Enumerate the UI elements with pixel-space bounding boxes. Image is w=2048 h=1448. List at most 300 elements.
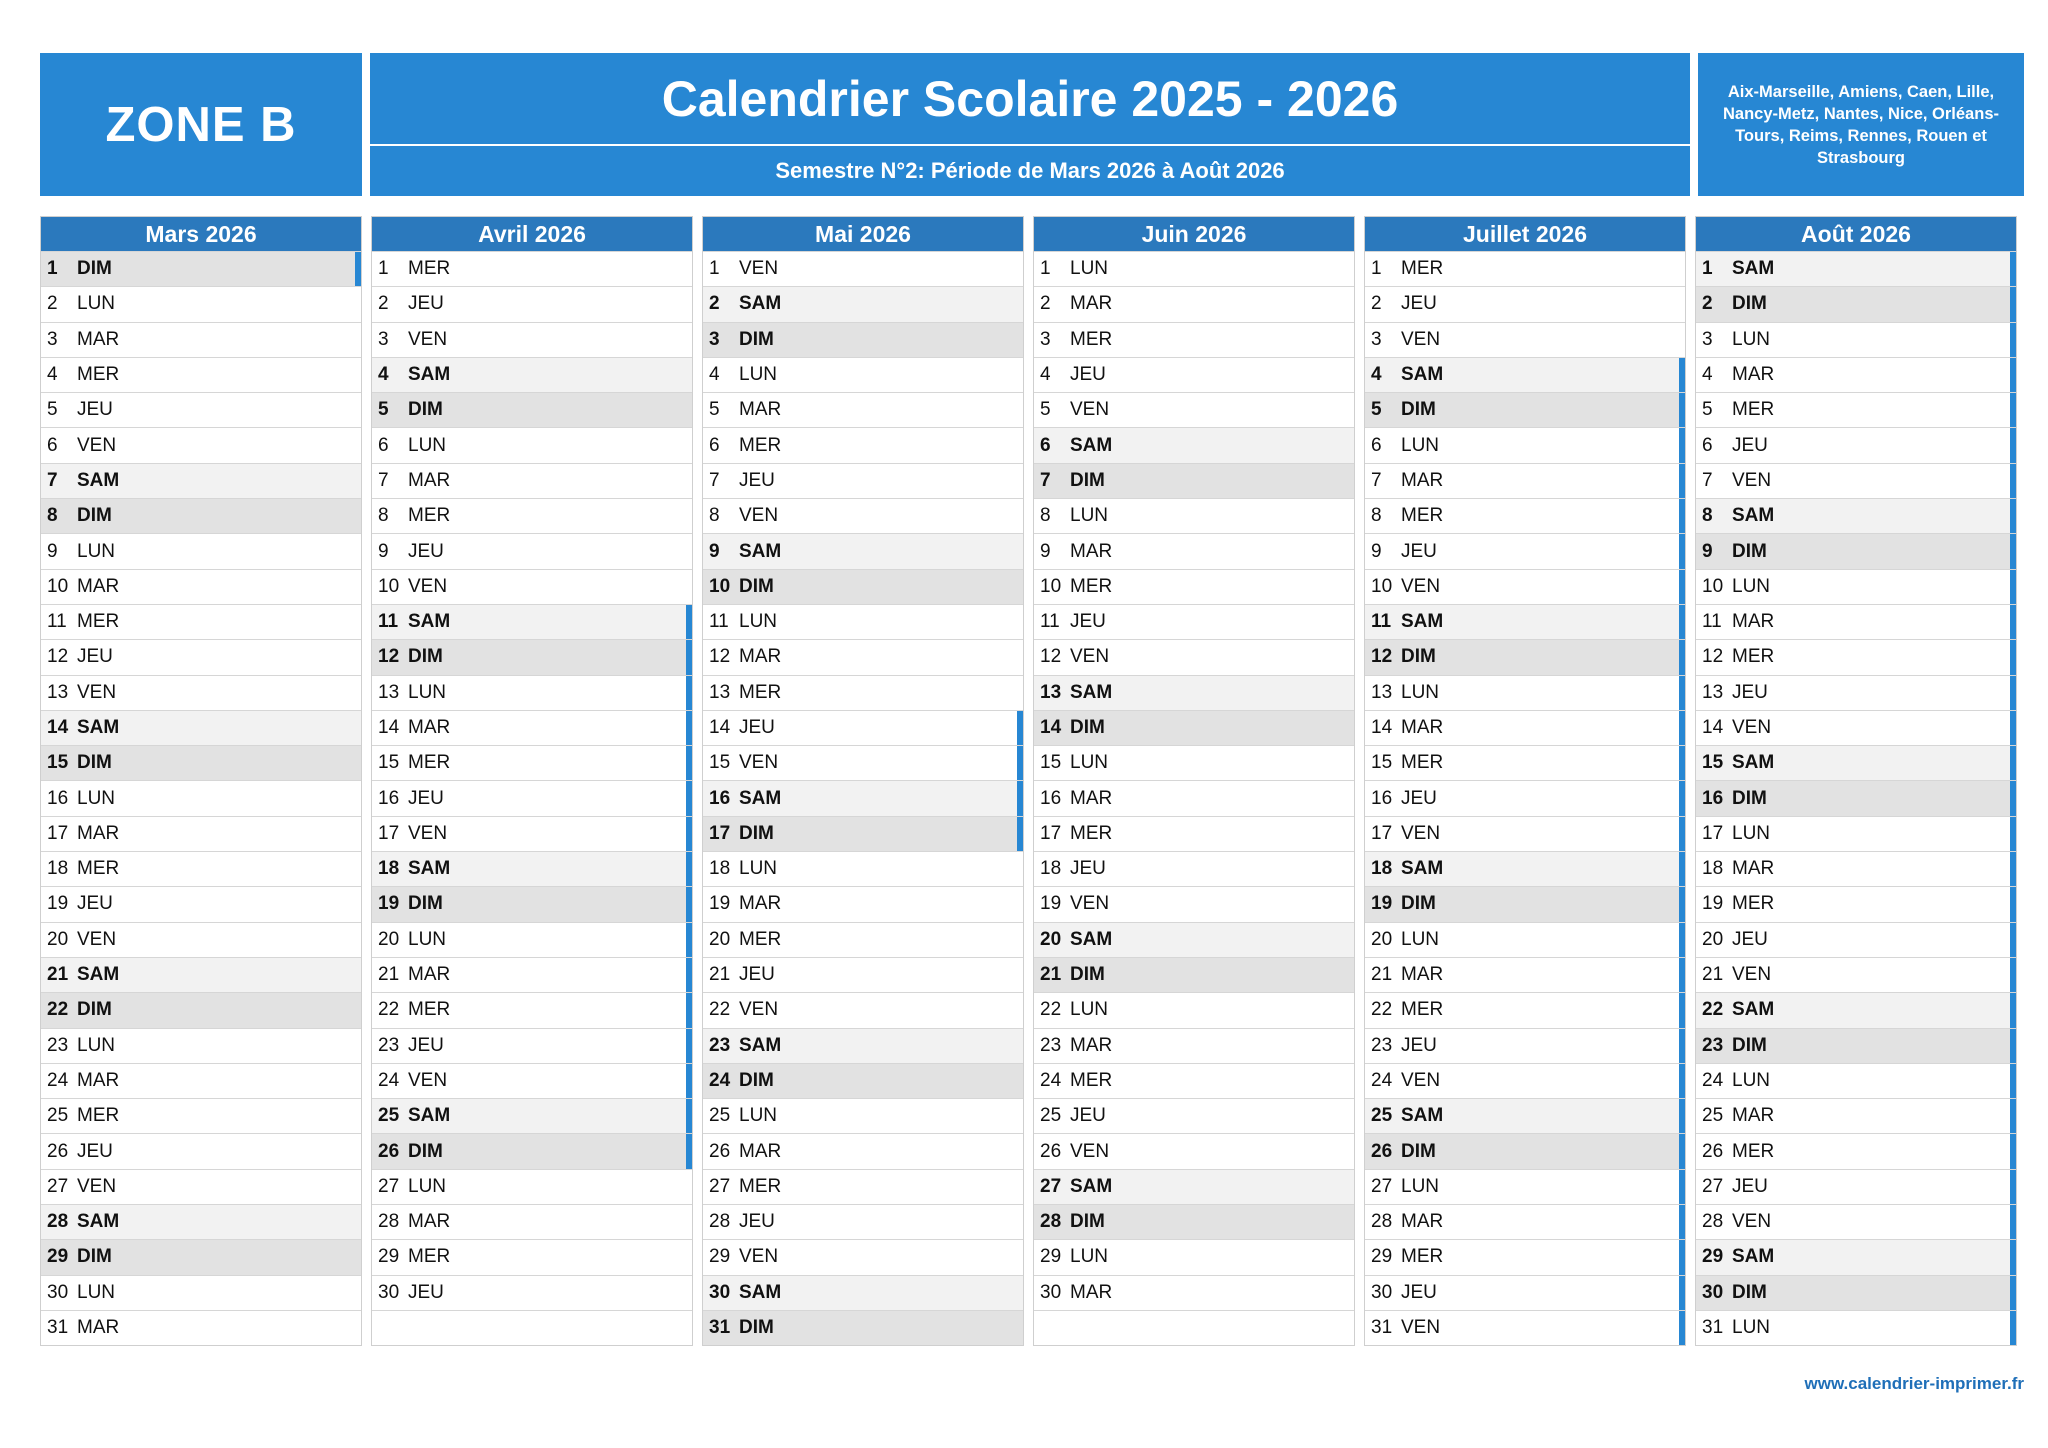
day-name: VEN xyxy=(1732,469,1772,491)
day-name: SAM xyxy=(1070,681,1113,703)
day-number: 27 xyxy=(1040,1175,1062,1197)
day-row xyxy=(41,816,361,851)
vacation-marker xyxy=(686,640,692,674)
day-number: 15 xyxy=(47,752,69,774)
day-number: 15 xyxy=(1702,752,1724,774)
day-number: 4 xyxy=(1702,364,1713,386)
day-number: 8 xyxy=(1040,505,1051,527)
vacation-marker xyxy=(2010,852,2016,886)
day-row xyxy=(703,922,1023,957)
day-row xyxy=(703,604,1023,639)
day-row xyxy=(1034,463,1354,498)
vacation-marker xyxy=(1679,887,1685,921)
day-row xyxy=(1365,851,1685,886)
day-row xyxy=(1365,604,1685,639)
day-name: MER xyxy=(408,258,451,280)
day-row xyxy=(1696,357,2016,392)
day-number: 31 xyxy=(1702,1317,1724,1339)
day-number: 24 xyxy=(378,1069,400,1091)
zone-label: ZONE B xyxy=(40,53,362,196)
day-name: JEU xyxy=(739,469,775,491)
day-number: 26 xyxy=(47,1140,69,1162)
day-name: DIM xyxy=(1732,1034,1767,1056)
day-row xyxy=(1365,710,1685,745)
day-name: LUN xyxy=(77,1281,116,1303)
day-name: JEU xyxy=(408,293,444,315)
day-name: MAR xyxy=(77,328,120,350)
day-name: LUN xyxy=(1732,575,1771,597)
vacation-marker xyxy=(686,676,692,710)
day-name: MER xyxy=(77,1105,120,1127)
day-name: MAR xyxy=(77,1069,120,1091)
day-name: SAM xyxy=(739,540,782,562)
day-number: 10 xyxy=(1371,575,1393,597)
day-name: VEN xyxy=(408,822,448,844)
day-name: VEN xyxy=(1401,1317,1441,1339)
vacation-marker xyxy=(1679,605,1685,639)
day-name: SAM xyxy=(1401,364,1444,386)
day-row xyxy=(703,992,1023,1027)
day-row xyxy=(703,251,1023,286)
day-number: 27 xyxy=(709,1175,731,1197)
day-name: DIM xyxy=(408,399,443,421)
vacation-marker xyxy=(2010,428,2016,462)
day-number: 20 xyxy=(378,928,400,950)
month-column xyxy=(1695,216,2017,1346)
day-name: LUN xyxy=(77,1034,116,1056)
day-number: 30 xyxy=(1040,1281,1062,1303)
day-number: 30 xyxy=(47,1281,69,1303)
day-number: 29 xyxy=(1702,1246,1724,1268)
day-name: DIM xyxy=(408,646,443,668)
vacation-marker xyxy=(1679,923,1685,957)
day-row xyxy=(1365,745,1685,780)
day-row xyxy=(1365,922,1685,957)
day-name: SAM xyxy=(1070,434,1113,456)
day-name: MAR xyxy=(1732,1105,1775,1127)
day-number: 12 xyxy=(709,646,731,668)
day-row xyxy=(41,639,361,674)
day-row xyxy=(1034,604,1354,639)
day-number: 25 xyxy=(47,1105,69,1127)
day-number: 21 xyxy=(378,964,400,986)
day-row xyxy=(1365,251,1685,286)
vacation-marker xyxy=(1679,534,1685,568)
day-number: 22 xyxy=(47,999,69,1021)
vacation-marker xyxy=(1679,993,1685,1027)
day-row xyxy=(703,639,1023,674)
day-name: LUN xyxy=(408,681,447,703)
day-row xyxy=(1365,780,1685,815)
day-name: MAR xyxy=(1070,540,1113,562)
day-row xyxy=(1034,745,1354,780)
day-name: MER xyxy=(1401,258,1444,280)
vacation-marker xyxy=(686,958,692,992)
day-number: 17 xyxy=(1702,822,1724,844)
day-number: 29 xyxy=(47,1246,69,1268)
day-row xyxy=(1696,463,2016,498)
month-column xyxy=(40,216,362,1346)
day-row xyxy=(703,675,1023,710)
day-name: SAM xyxy=(408,611,451,633)
day-row xyxy=(41,1063,361,1098)
vacation-marker xyxy=(686,993,692,1027)
month-column xyxy=(702,216,1024,1346)
day-number: 16 xyxy=(1040,787,1062,809)
day-row xyxy=(41,427,361,462)
day-row xyxy=(703,1133,1023,1168)
day-name: LUN xyxy=(1070,999,1109,1021)
day-row xyxy=(1696,533,2016,568)
day-row xyxy=(372,816,692,851)
day-number: 7 xyxy=(1371,469,1382,491)
day-row xyxy=(1365,1239,1685,1274)
vacation-marker xyxy=(2010,676,2016,710)
day-row xyxy=(372,1169,692,1204)
day-name: MER xyxy=(1070,1069,1113,1091)
day-number: 23 xyxy=(47,1034,69,1056)
day-name: MAR xyxy=(1401,717,1444,738)
day-row xyxy=(372,886,692,921)
day-row xyxy=(41,675,361,710)
day-number: 29 xyxy=(709,1246,731,1268)
day-name: JEU xyxy=(1401,787,1437,809)
day-name: DIM xyxy=(1070,964,1105,986)
day-name: MAR xyxy=(739,1140,782,1162)
day-name: MAR xyxy=(1070,1281,1113,1303)
day-row xyxy=(1365,392,1685,427)
day-row xyxy=(41,322,361,357)
day-number: 10 xyxy=(1702,575,1724,597)
vacation-marker xyxy=(686,923,692,957)
day-name: DIM xyxy=(1401,646,1436,668)
day-name: VEN xyxy=(1401,328,1441,350)
day-row xyxy=(372,780,692,815)
day-name: LUN xyxy=(739,858,778,880)
vacation-marker xyxy=(1679,499,1685,533)
day-row xyxy=(372,463,692,498)
day-name: VEN xyxy=(1401,575,1441,597)
day-number: 1 xyxy=(1702,258,1713,280)
vacation-marker xyxy=(2010,534,2016,568)
day-name: JEU xyxy=(408,787,444,809)
day-name: LUN xyxy=(1401,928,1440,950)
vacation-marker xyxy=(2010,746,2016,780)
day-row xyxy=(1365,992,1685,1027)
day-name: MAR xyxy=(408,469,451,491)
day-name: LUN xyxy=(1070,752,1109,774)
day-name: JEU xyxy=(1070,1105,1106,1127)
day-name: VEN xyxy=(1732,964,1772,986)
day-number: 29 xyxy=(1371,1246,1393,1268)
day-name: DIM xyxy=(77,999,112,1021)
day-name: MER xyxy=(1401,505,1444,527)
day-row xyxy=(1365,357,1685,392)
day-row xyxy=(1365,1133,1685,1168)
page-subtitle: Semestre N°2: Période de Mars 2026 à Août 2026 xyxy=(775,158,1285,183)
vacation-marker xyxy=(686,711,692,745)
vacation-marker xyxy=(2010,464,2016,498)
day-number: 16 xyxy=(1702,787,1724,809)
day-number: 2 xyxy=(378,293,389,315)
day-row xyxy=(1034,1275,1354,1310)
day-name: MAR xyxy=(1070,293,1113,315)
day-name: DIM xyxy=(739,822,774,844)
day-name: LUN xyxy=(408,928,447,950)
day-name: DIM xyxy=(77,258,112,280)
day-name: LUN xyxy=(1070,258,1109,280)
empty-day-row xyxy=(1034,1310,1354,1345)
day-row xyxy=(372,1133,692,1168)
day-name: MAR xyxy=(1732,611,1775,633)
day-number: 13 xyxy=(47,681,69,703)
vacation-marker xyxy=(1679,1134,1685,1168)
day-name: MAR xyxy=(739,646,782,668)
day-row xyxy=(1034,675,1354,710)
day-row xyxy=(372,498,692,533)
day-name: DIM xyxy=(77,752,112,774)
day-row xyxy=(1034,1133,1354,1168)
day-name: SAM xyxy=(739,1034,782,1056)
day-number: 7 xyxy=(709,469,720,491)
day-row xyxy=(1034,1204,1354,1239)
vacation-marker xyxy=(2010,605,2016,639)
day-number: 20 xyxy=(1040,928,1062,950)
day-name: MER xyxy=(1070,822,1113,844)
day-name: VEN xyxy=(408,1069,448,1091)
day-row xyxy=(1696,322,2016,357)
day-number: 21 xyxy=(1371,964,1393,986)
day-row xyxy=(703,851,1023,886)
day-row xyxy=(372,851,692,886)
day-number: 5 xyxy=(1040,399,1051,421)
vacation-marker xyxy=(686,1029,692,1063)
vacation-marker xyxy=(1017,711,1023,745)
day-row xyxy=(703,533,1023,568)
day-name: SAM xyxy=(1732,258,1775,280)
day-row xyxy=(1696,604,2016,639)
month-column xyxy=(1033,216,1355,1346)
day-row xyxy=(1696,1098,2016,1133)
month-header: Juillet 2026 xyxy=(1365,217,1685,251)
vacation-marker xyxy=(1679,464,1685,498)
day-number: 15 xyxy=(709,752,731,774)
day-number: 10 xyxy=(709,575,731,597)
day-number: 22 xyxy=(1040,999,1062,1021)
day-name: VEN xyxy=(1732,1211,1772,1233)
day-name: LUN xyxy=(77,293,116,315)
vacation-marker xyxy=(2010,781,2016,815)
day-number: 20 xyxy=(47,928,69,950)
day-name: MER xyxy=(77,364,120,386)
vacation-marker xyxy=(686,1134,692,1168)
vacation-marker xyxy=(1679,958,1685,992)
day-number: 28 xyxy=(709,1211,731,1233)
day-row xyxy=(1696,851,2016,886)
day-number: 20 xyxy=(709,928,731,950)
day-name: SAM xyxy=(77,469,120,491)
vacation-marker xyxy=(2010,1064,2016,1098)
day-number: 14 xyxy=(709,717,731,738)
day-number: 18 xyxy=(1040,858,1062,880)
day-number: 21 xyxy=(1040,964,1062,986)
vacation-marker xyxy=(2010,711,2016,745)
day-name: MER xyxy=(77,611,120,633)
vacation-marker xyxy=(2010,887,2016,921)
vacation-marker xyxy=(1679,1240,1685,1274)
day-row xyxy=(41,1133,361,1168)
day-number: 25 xyxy=(1371,1105,1393,1127)
day-row xyxy=(41,1169,361,1204)
vacation-marker xyxy=(2010,570,2016,604)
day-name: VEN xyxy=(1070,893,1110,915)
day-name: VEN xyxy=(739,1246,779,1268)
day-name: DIM xyxy=(408,1140,443,1162)
day-row xyxy=(372,322,692,357)
day-name: DIM xyxy=(1070,1211,1105,1233)
day-row xyxy=(41,463,361,498)
day-name: JEU xyxy=(1401,540,1437,562)
website-link[interactable]: www.calendrier-imprimer.fr xyxy=(1804,1374,2024,1393)
day-number: 7 xyxy=(378,469,389,491)
day-number: 9 xyxy=(1371,540,1382,562)
day-number: 16 xyxy=(378,787,400,809)
day-row xyxy=(41,922,361,957)
empty-day-row xyxy=(372,1310,692,1345)
day-row xyxy=(1034,569,1354,604)
day-row xyxy=(1696,251,2016,286)
day-number: 4 xyxy=(1040,364,1051,386)
day-number: 6 xyxy=(47,434,58,456)
day-number: 18 xyxy=(1371,858,1393,880)
day-row xyxy=(1034,639,1354,674)
day-number: 24 xyxy=(1702,1069,1724,1091)
day-number: 11 xyxy=(47,611,67,633)
day-name: DIM xyxy=(739,328,774,350)
day-row xyxy=(372,1098,692,1133)
day-number: 17 xyxy=(47,822,69,844)
day-number: 23 xyxy=(709,1034,731,1056)
day-number: 13 xyxy=(1040,681,1062,703)
day-row xyxy=(1365,639,1685,674)
vacation-marker xyxy=(2010,1134,2016,1168)
day-number: 1 xyxy=(709,258,720,280)
day-name: VEN xyxy=(1070,399,1110,421)
day-row xyxy=(372,427,692,462)
vacation-marker xyxy=(1679,1205,1685,1239)
day-row xyxy=(1034,886,1354,921)
day-name: LUN xyxy=(408,1175,447,1197)
day-number: 2 xyxy=(47,293,58,315)
day-name: LUN xyxy=(1401,681,1440,703)
day-name: SAM xyxy=(1732,1246,1775,1268)
day-number: 3 xyxy=(709,328,720,350)
day-row xyxy=(1696,992,2016,1027)
day-name: MER xyxy=(1732,1140,1775,1162)
day-row xyxy=(1365,569,1685,604)
day-name: SAM xyxy=(1401,1105,1444,1127)
vacation-marker xyxy=(2010,252,2016,286)
day-name: JEU xyxy=(1401,1281,1437,1303)
day-number: 18 xyxy=(378,858,400,880)
day-row xyxy=(1034,816,1354,851)
day-row xyxy=(1696,675,2016,710)
day-row xyxy=(703,1169,1023,1204)
vacation-marker xyxy=(686,1064,692,1098)
day-row xyxy=(1034,427,1354,462)
vacation-marker xyxy=(2010,393,2016,427)
day-row xyxy=(372,1275,692,1310)
day-number: 13 xyxy=(378,681,400,703)
day-name: MAR xyxy=(1401,964,1444,986)
day-row xyxy=(1696,639,2016,674)
day-row xyxy=(1696,1310,2016,1345)
vacation-marker xyxy=(2010,958,2016,992)
day-name: SAM xyxy=(77,717,120,738)
page-title: Calendrier Scolaire 2025 - 2026 xyxy=(370,53,1690,146)
day-name: SAM xyxy=(1070,928,1113,950)
day-number: 1 xyxy=(378,258,389,280)
day-name: LUN xyxy=(739,1105,778,1127)
day-row xyxy=(372,1204,692,1239)
day-number: 20 xyxy=(1702,928,1724,950)
day-row xyxy=(41,1028,361,1063)
day-number: 21 xyxy=(47,964,69,986)
day-number: 4 xyxy=(1371,364,1382,386)
day-name: DIM xyxy=(739,575,774,597)
day-name: VEN xyxy=(77,928,117,950)
day-name: VEN xyxy=(739,999,779,1021)
day-name: MER xyxy=(1070,328,1113,350)
day-name: LUN xyxy=(1732,1069,1771,1091)
day-row xyxy=(41,569,361,604)
day-row xyxy=(703,1063,1023,1098)
day-number: 17 xyxy=(1371,822,1393,844)
day-number: 13 xyxy=(1702,681,1724,703)
day-name: DIM xyxy=(408,893,443,915)
day-number: 21 xyxy=(709,964,731,986)
day-number: 30 xyxy=(378,1281,400,1303)
day-row xyxy=(1696,392,2016,427)
day-name: SAM xyxy=(739,1281,782,1303)
month-header: Avril 2026 xyxy=(372,217,692,251)
day-name: DIM xyxy=(77,505,112,527)
day-number: 24 xyxy=(709,1069,731,1091)
day-name: VEN xyxy=(1401,822,1441,844)
vacation-marker xyxy=(2010,1099,2016,1133)
day-number: 3 xyxy=(1371,328,1382,350)
day-name: MER xyxy=(408,505,451,527)
day-name: SAM xyxy=(408,1105,451,1127)
day-number: 11 xyxy=(1040,611,1060,633)
day-number: 1 xyxy=(1040,258,1051,280)
day-row xyxy=(703,357,1023,392)
day-name: VEN xyxy=(77,1175,117,1197)
day-name: MER xyxy=(1732,646,1775,668)
day-name: JEU xyxy=(77,646,113,668)
day-number: 10 xyxy=(378,575,400,597)
day-row xyxy=(1034,322,1354,357)
day-name: VEN xyxy=(1070,1140,1110,1162)
day-name: MAR xyxy=(408,1211,451,1233)
day-number: 11 xyxy=(709,611,729,633)
day-row xyxy=(703,710,1023,745)
day-row xyxy=(1034,851,1354,886)
day-name: DIM xyxy=(1732,787,1767,809)
vacation-marker xyxy=(2010,1205,2016,1239)
vacation-marker xyxy=(2010,993,2016,1027)
day-name: JEU xyxy=(1070,858,1106,880)
